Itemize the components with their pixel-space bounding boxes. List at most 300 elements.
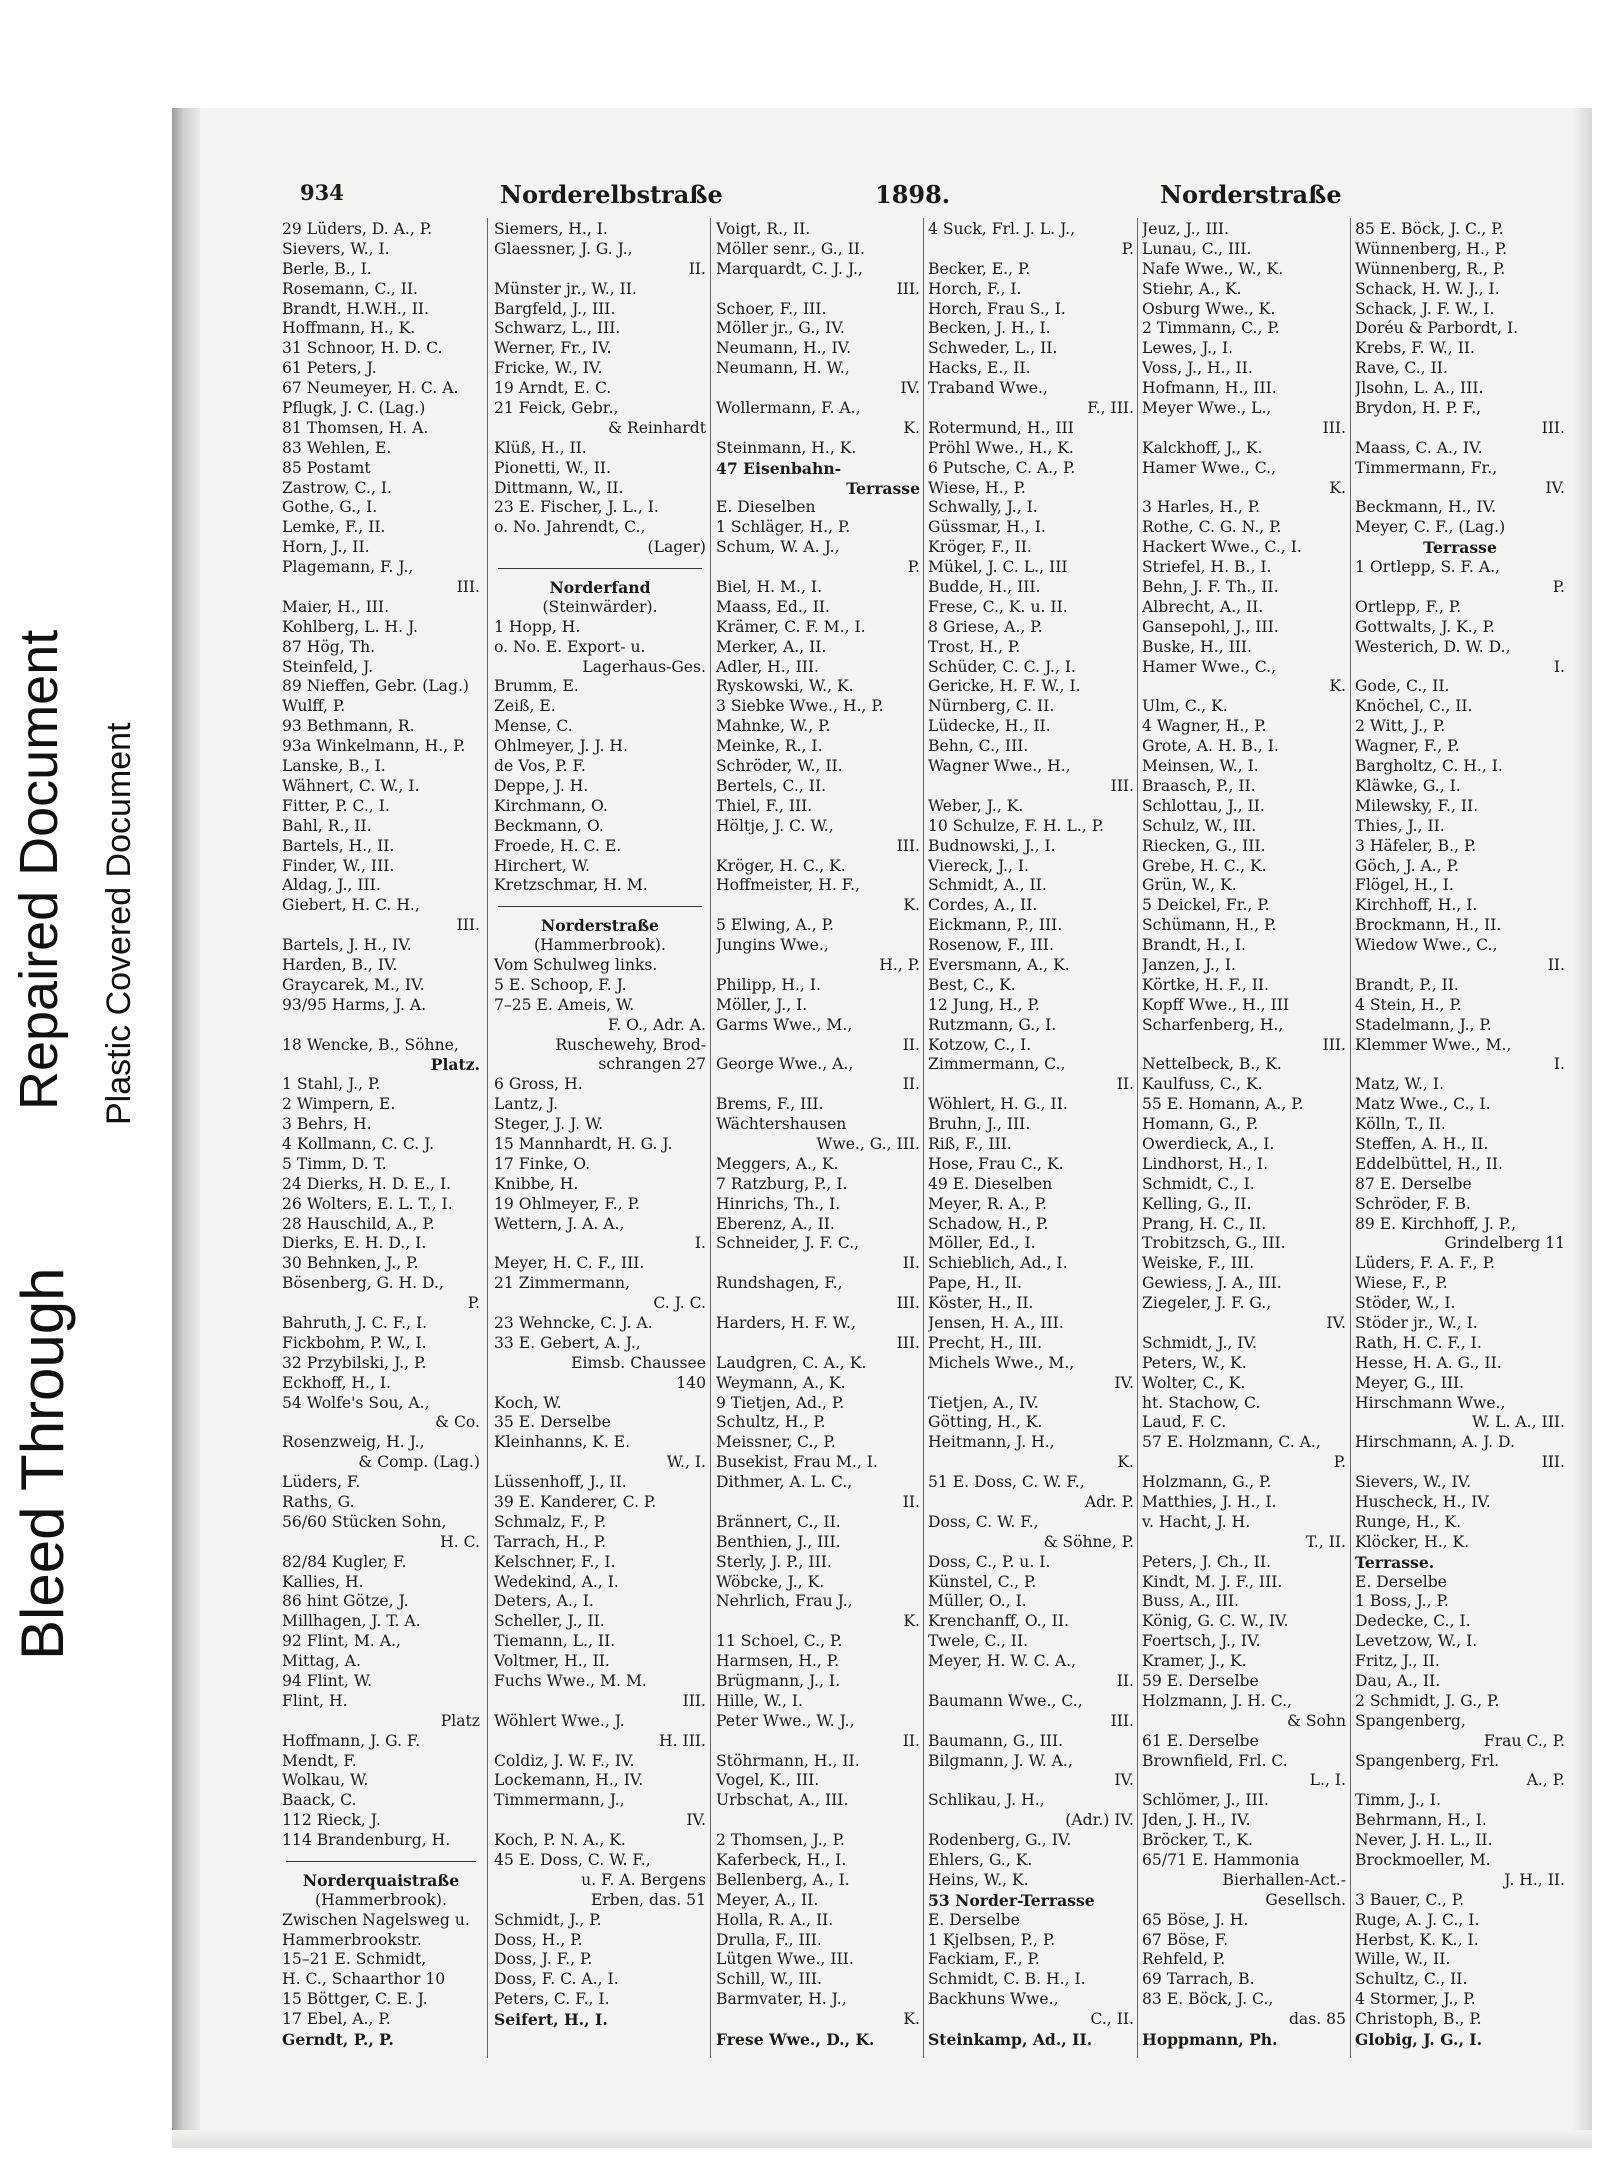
directory-entry: Holzmann, J. H. C., bbox=[1142, 1691, 1293, 1710]
directory-entry: I. bbox=[694, 1234, 706, 1253]
directory-entry: Doréu & Parbordt, I. bbox=[1355, 319, 1519, 338]
directory-entry: Bargfeld, J., III. bbox=[494, 299, 616, 318]
directory-entry: 1 Hopp, H. bbox=[494, 617, 581, 636]
directory-entry: Lanske, B., I. bbox=[282, 757, 386, 776]
directory-entry: Lüders, F. A. F., P. bbox=[1355, 1254, 1496, 1273]
directory-entry: Scheller, J., II. bbox=[494, 1612, 605, 1631]
directory-entry: Meyer Wwe., L., bbox=[1142, 399, 1272, 418]
directory-entry: 89 E. Kirchhoff, J. P., bbox=[1355, 1214, 1517, 1233]
directory-entry: Grebe, H. C., K. bbox=[1142, 856, 1267, 875]
directory-entry: Behrmann, H., I. bbox=[1355, 1811, 1487, 1830]
directory-entry: Precht, H., III. bbox=[928, 1333, 1043, 1352]
directory-entry: Peters, W., K. bbox=[1142, 1353, 1247, 1372]
directory-entry: Osburg Wwe., K. bbox=[1142, 299, 1276, 318]
directory-entry: Maass, Ed., II. bbox=[716, 597, 830, 616]
directory-entry: Wöhlert Wwe., J. bbox=[494, 1711, 625, 1730]
directory-entry: Gerndt, P., P. bbox=[282, 2030, 394, 2050]
directory-entry: Mittag, A. bbox=[282, 1652, 361, 1671]
directory-entry: Scharfenberg, H., bbox=[1142, 1015, 1284, 1034]
directory-entry: Brockmann, H., II. bbox=[1355, 916, 1502, 935]
directory-entry: Fitter, P. C., I. bbox=[282, 796, 390, 815]
column-divider bbox=[1137, 218, 1138, 2058]
directory-entry: Bösenberg, G. H. D., bbox=[282, 1274, 444, 1293]
directory-entry: Best, C., K. bbox=[928, 975, 1016, 994]
directory-entry: (Hammerbrook). bbox=[315, 1890, 447, 1909]
directory-entry: Berle, B., I. bbox=[282, 259, 372, 278]
directory-entry: 24 Dierks, H. D. E., I. bbox=[282, 1174, 452, 1193]
directory-entry: Huscheck, H., IV. bbox=[1355, 1493, 1491, 1511]
directory-entry: Höltje, J. C. W., bbox=[716, 816, 834, 835]
directory-entry: 54 Wolfe's Sou, A., bbox=[282, 1393, 430, 1412]
directory-entry bbox=[716, 1811, 920, 1831]
directory-column-3 bbox=[716, 220, 920, 2060]
directory-entry: 4 Stormer, J., P. bbox=[1355, 1990, 1476, 2009]
directory-entry: Tarrach, H., P. bbox=[494, 1532, 607, 1551]
directory-entry: Brockmoeller, M. bbox=[1355, 1851, 1491, 1870]
directory-entry: 61 E. Derselbe bbox=[1142, 1731, 1259, 1750]
directory-entry: Brandt, H., I. bbox=[1142, 936, 1247, 955]
year-title: 1898. bbox=[875, 180, 951, 209]
directory-entry: Nafe Wwe., W., K. bbox=[1142, 259, 1284, 278]
directory-entry: Mendt, F. bbox=[282, 1751, 357, 1770]
directory-entry: Hofmann, H., III. bbox=[1142, 379, 1277, 398]
directory-entry: II. bbox=[902, 1731, 920, 1750]
directory-entry: P. bbox=[467, 1294, 480, 1313]
directory-entry: Ohlmeyer, J. J. H. bbox=[494, 737, 628, 756]
directory-entry: Graycarek, M., IV. bbox=[282, 975, 425, 994]
directory-entry: IV. bbox=[1114, 1771, 1134, 1790]
directory-entry: Seifert, H., I. bbox=[494, 2010, 608, 2030]
directory-entry: Wünnenberg, H., P. bbox=[1355, 239, 1508, 258]
directory-entry: Brandt, P., II. bbox=[1355, 975, 1459, 994]
directory-entry: Glaessner, J. G. J., bbox=[494, 239, 633, 258]
directory-entry: Schröder, F. B. bbox=[1355, 1194, 1471, 1213]
directory-entry: Owerdieck, A., I. bbox=[1142, 1134, 1275, 1153]
directory-entry: Pröhl Wwe., H., K. bbox=[928, 438, 1074, 457]
bleed-through-label: Bleed Through bbox=[9, 1267, 76, 1660]
directory-entry: Gericke, H. F. W., I. bbox=[928, 677, 1081, 696]
directory-entry: Gottwalts, J. K., P. bbox=[1355, 617, 1495, 636]
directory-entry: Erben, das. 51 bbox=[590, 1890, 706, 1909]
directory-entry: Schmidt, J., IV. bbox=[1142, 1333, 1257, 1352]
directory-column-5 bbox=[1142, 220, 1346, 2060]
directory-entry: & Söhne, P. bbox=[1043, 1532, 1134, 1551]
directory-entry: Hoffmann, J. G. F. bbox=[282, 1731, 421, 1750]
directory-entry: III. bbox=[1322, 1035, 1346, 1054]
directory-entry: Kölln, T., II. bbox=[1355, 1115, 1446, 1134]
directory-entry: (Adr.) IV. bbox=[1065, 1811, 1134, 1830]
directory-entry: K. bbox=[903, 896, 920, 915]
directory-entry: Dau, A., II. bbox=[1355, 1672, 1441, 1691]
directory-entry: III. bbox=[896, 279, 920, 298]
directory-entry: III. bbox=[1322, 418, 1346, 437]
directory-entry: Budde, H., III. bbox=[928, 578, 1041, 597]
directory-entry: Marquardt, C. J. J., bbox=[716, 259, 863, 278]
directory-entry: 17 Ebel, A., P. bbox=[282, 2010, 391, 2029]
directory-entry: Fritz, J., II. bbox=[1355, 1652, 1440, 1671]
directory-entry: Becker, E., P. bbox=[928, 259, 1031, 278]
directory-entry: Behn, J. F. Th., II. bbox=[1142, 578, 1279, 597]
directory-entry: Becken, J. H., I. bbox=[928, 319, 1051, 338]
directory-entry: Hoffmeister, H. F., bbox=[716, 876, 861, 895]
directory-entry: Norderquaistraße bbox=[302, 1870, 460, 1890]
directory-entry: II. bbox=[902, 1035, 920, 1054]
directory-entry: 93 Bethmann, R. bbox=[282, 717, 415, 736]
directory-entry: 5 Deickel, Fr., P. bbox=[1142, 896, 1270, 915]
directory-entry: II. bbox=[1116, 1075, 1134, 1094]
directory-entry: Lockemann, H., IV. bbox=[494, 1771, 644, 1790]
section-rule bbox=[494, 558, 706, 578]
directory-entry: Traband Wwe., bbox=[928, 379, 1048, 398]
directory-entry: A., P. bbox=[1526, 1771, 1565, 1790]
directory-entry: Meyer, H. W. C. A., bbox=[928, 1652, 1077, 1671]
directory-entry: Nürnberg, C. II. bbox=[928, 697, 1055, 716]
directory-entry: Westerich, D. W. D., bbox=[1355, 637, 1511, 656]
directory-entry: Zwischen Nagelsweg u. bbox=[282, 1910, 470, 1929]
page-binding-edge bbox=[172, 108, 200, 2148]
directory-entry: Möller jr., G., IV. bbox=[716, 319, 845, 338]
directory-entry: III. bbox=[896, 1333, 920, 1352]
directory-entry: Rehfeld, P. bbox=[1142, 1950, 1226, 1969]
directory-entry: Wolkau, W. bbox=[282, 1771, 369, 1790]
directory-entry: Meyer, H. C. F., III. bbox=[494, 1254, 645, 1273]
directory-entry: Eckhoff, H., I. bbox=[282, 1373, 392, 1392]
directory-entry: Hamer Wwe., C., bbox=[1142, 458, 1277, 477]
directory-entry: L., I. bbox=[1309, 1771, 1346, 1790]
directory-entry: Meinsen, W., I. bbox=[1142, 757, 1259, 776]
directory-entry: Holla, R. A., II. bbox=[716, 1910, 834, 1929]
directory-entry: Stadelmann, J., P. bbox=[1355, 1015, 1492, 1034]
directory-entry: Fickbohm, P. W., I. bbox=[282, 1333, 427, 1352]
directory-entry: 3 Siebke Wwe., H., P. bbox=[716, 697, 884, 716]
directory-entry: Viereck, J., I. bbox=[928, 856, 1030, 875]
directory-entry: Weiske, F., III. bbox=[1142, 1254, 1255, 1273]
directory-entry: Kläwke, G., I. bbox=[1355, 776, 1461, 795]
directory-entry: Riß, F., III. bbox=[928, 1134, 1012, 1153]
directory-entry: Schümann, H., P. bbox=[1142, 916, 1277, 935]
directory-entry: 3 Häfeler, B., P. bbox=[1355, 836, 1477, 855]
directory-entry: Finder, W., III. bbox=[282, 856, 395, 875]
directory-entry: Kelling, G., II. bbox=[1142, 1194, 1252, 1213]
directory-entry: Bartels, H., II. bbox=[282, 836, 395, 855]
directory-entry: Schwally, J., I. bbox=[928, 498, 1038, 517]
directory-entry: Gesellsch. bbox=[1265, 1890, 1346, 1909]
directory-entry: Kretzschmar, H. M. bbox=[494, 876, 648, 895]
directory-entry: Urbschat, A., III. bbox=[716, 1791, 849, 1810]
directory-entry: 26 Wolters, E. L. T., I. bbox=[282, 1194, 453, 1213]
column-divider bbox=[710, 218, 711, 2058]
directory-entry: 67 Böse, F. bbox=[1142, 1930, 1229, 1949]
directory-entry: o. No. Jahrendt, C., bbox=[494, 518, 646, 537]
directory-entry: Schoer, F., III. bbox=[716, 299, 827, 318]
directory-entry: 32 Przybilski, J., P. bbox=[282, 1353, 427, 1372]
directory-entry: 61 Peters, J. bbox=[282, 359, 377, 378]
directory-entry: Laud, F. C. bbox=[1142, 1413, 1227, 1432]
directory-entry: (Steinwärder). bbox=[542, 597, 658, 616]
directory-entry: Horn, J., II. bbox=[282, 538, 370, 557]
directory-entry: Nettelbeck, B., K. bbox=[1142, 1055, 1282, 1074]
directory-entry: Schmidt, J., P. bbox=[494, 1910, 602, 1929]
directory-entry: 85 Postamt bbox=[282, 458, 371, 477]
directory-entry: Jensen, H. A., III. bbox=[928, 1313, 1064, 1332]
directory-entry: 9 Tietjen, Ad., P. bbox=[716, 1393, 845, 1412]
directory-entry: E. Derselbe bbox=[928, 1910, 1020, 1929]
directory-entry: III. bbox=[1110, 776, 1134, 795]
directory-entry: Koch, P. N. A., K. bbox=[494, 1831, 626, 1850]
directory-entry: Rundshagen, F., bbox=[716, 1274, 843, 1293]
directory-entry: Steger, J. J. W. bbox=[494, 1115, 604, 1134]
directory-entry: Hirchert, W. bbox=[494, 856, 590, 875]
directory-entry: Vogel, K., III. bbox=[716, 1771, 820, 1790]
directory-entry: Garms Wwe., M., bbox=[716, 1015, 853, 1034]
directory-entry: Mense, C. bbox=[494, 717, 573, 736]
directory-entry: Kalckhoff, J., K. bbox=[1142, 438, 1263, 457]
directory-entry: Zeiß, E. bbox=[494, 697, 556, 716]
directory-entry: II. bbox=[902, 1493, 920, 1511]
directory-entry: Aldag, J., III. bbox=[282, 876, 381, 895]
directory-entry: Schack, J. F. W., I. bbox=[1355, 299, 1495, 318]
directory-entry: Gothe, G., I. bbox=[282, 498, 378, 517]
directory-entry: P. bbox=[1121, 239, 1134, 258]
directory-column-4 bbox=[928, 220, 1134, 2060]
directory-entry: Pflugk, J. C. (Lag.) bbox=[282, 399, 426, 418]
directory-entry: 45 E. Doss, C. W. F., bbox=[494, 1851, 651, 1870]
directory-entry: Krämer, C. F. M., I. bbox=[716, 617, 866, 636]
directory-entry: Hoffmann, H., K. bbox=[282, 319, 416, 338]
directory-entry: Lantz, J. bbox=[494, 1095, 559, 1114]
directory-entry: Fackiam, F., P. bbox=[928, 1950, 1040, 1969]
directory-entry: Benthien, J., III. bbox=[716, 1532, 841, 1551]
directory-entry: Frese Wwe., D., K. bbox=[716, 2030, 875, 2050]
directory-entry: Prang, H. C., II. bbox=[1142, 1214, 1267, 1233]
directory-entry: Maier, H., III. bbox=[282, 597, 390, 616]
directory-entry: I. bbox=[1553, 657, 1565, 676]
directory-entry: Terrasse. bbox=[1355, 1552, 1435, 1572]
directory-entry: Kallies, H. bbox=[282, 1572, 364, 1591]
column-divider bbox=[487, 218, 488, 2058]
directory-entry: 3 Harles, H., P. bbox=[1142, 498, 1261, 517]
directory-entry: Klüß, H., II. bbox=[494, 438, 587, 457]
directory-entry: Terrasse bbox=[1423, 538, 1497, 558]
directory-entry: Kaulfuss, C., K. bbox=[1142, 1075, 1263, 1094]
directory-entry: Schüder, C. C. J., I. bbox=[928, 657, 1076, 676]
directory-entry: 53 Norder-Terrasse bbox=[928, 1890, 1095, 1910]
directory-entry: Bröcker, T., K. bbox=[1142, 1831, 1253, 1850]
directory-entry: 2 Witt, J., P. bbox=[1355, 717, 1446, 736]
directory-entry: Bargholtz, C. H., I. bbox=[1355, 757, 1503, 776]
directory-entry: schrangen 27 bbox=[598, 1055, 706, 1074]
directory-entry: Siemers, H., I. bbox=[494, 220, 608, 238]
directory-entry: K. bbox=[903, 418, 920, 437]
directory-entry: Lindhorst, H., I. bbox=[1142, 1154, 1269, 1173]
directory-entry: 35 E. Derselbe bbox=[494, 1413, 611, 1432]
directory-entry: Sievers, W., IV. bbox=[1355, 1473, 1472, 1492]
directory-entry: 93a Winkelmann, H., P. bbox=[282, 737, 466, 756]
directory-entry: Kirchhoff, H., I. bbox=[1355, 896, 1478, 915]
directory-entry: Plagemann, F. J., bbox=[282, 558, 414, 577]
side-labels bbox=[0, 0, 175, 2177]
directory-entry: 21 Feick, Gebr., bbox=[494, 399, 619, 418]
directory-entry: 83 Wehlen, E. bbox=[282, 438, 392, 457]
directory-entry: Stiehr, A., K. bbox=[1142, 279, 1242, 298]
directory-entry: Wiese, F., P. bbox=[1355, 1274, 1448, 1293]
directory-entry: Wolter, C., K. bbox=[1142, 1373, 1246, 1392]
directory-entry: 23 Wehncke, C. J. A. bbox=[494, 1313, 653, 1332]
directory-entry: Millhagen, J. T. A. bbox=[282, 1612, 421, 1631]
directory-entry: Schmidt, C., I. bbox=[1142, 1174, 1255, 1193]
directory-entry: Brügmann, J., I. bbox=[716, 1672, 841, 1691]
directory-entry: Michels Wwe., M., bbox=[928, 1353, 1075, 1372]
directory-entry: 4 Kollmann, C. C. J. bbox=[282, 1134, 435, 1153]
directory-entry: J. H., II. bbox=[1504, 1870, 1565, 1889]
page-header bbox=[300, 180, 1570, 216]
directory-entry: 29 Lüders, D. A., P. bbox=[282, 220, 433, 238]
directory-entry: Kröger, F., II. bbox=[928, 538, 1032, 557]
directory-entry: Ehlers, G., K. bbox=[928, 1851, 1033, 1870]
directory-entry: Giebert, H. C. H., bbox=[282, 896, 420, 915]
directory-entry: 1 Stahl, J., P. bbox=[282, 1075, 381, 1094]
directory-entry: Trobitzsch, G., III. bbox=[1142, 1234, 1286, 1253]
directory-entry: K. bbox=[1117, 1453, 1134, 1472]
directory-entry: Voss, J., H., II. bbox=[1142, 359, 1253, 378]
directory-entry: Wwe., G., III. bbox=[816, 1134, 920, 1153]
directory-entry: Schieblich, Ad., I. bbox=[928, 1254, 1068, 1273]
directory-entry: IV. bbox=[1545, 478, 1565, 497]
directory-entry: 5 Elwing, A., P. bbox=[716, 916, 834, 935]
directory-entry: Ortlepp, F., P. bbox=[1355, 597, 1462, 616]
directory-entry: Ziegeler, J. F. G., bbox=[1142, 1294, 1272, 1313]
directory-entry: III. bbox=[896, 836, 920, 855]
directory-entry: Holzmann, G., P. bbox=[1142, 1473, 1272, 1492]
directory-entry: Bahl, R., II. bbox=[282, 816, 372, 835]
directory-entry: Brumm, E. bbox=[494, 677, 579, 696]
directory-entry: Foertsch, J., IV. bbox=[1142, 1632, 1261, 1651]
directory-entry: K. bbox=[1329, 478, 1346, 497]
directory-entry: Schlömer, J., III. bbox=[1142, 1791, 1269, 1810]
directory-column-6 bbox=[1355, 220, 1565, 2060]
directory-entry: o. No. E. Export- u. bbox=[494, 637, 646, 656]
directory-entry: Beckmann, O. bbox=[494, 816, 604, 835]
directory-entry: Rutzmann, G., I. bbox=[928, 1015, 1057, 1034]
directory-entry: Lüdecke, H., II. bbox=[928, 717, 1051, 736]
directory-entry: Rave, C., II. bbox=[1355, 359, 1448, 378]
directory-entry: 15–21 E. Schmidt, bbox=[282, 1950, 427, 1969]
directory-entry: das. 85 bbox=[1288, 2010, 1346, 2029]
directory-entry: Raths, G. bbox=[282, 1493, 355, 1511]
directory-entry: 7 Ratzburg, P., I. bbox=[716, 1174, 848, 1193]
directory-entry: Doss, F. C. A., I. bbox=[494, 1970, 619, 1989]
directory-entry: 31 Schnoor, H. D. C. bbox=[282, 339, 443, 358]
directory-entry: 67 Neumeyer, H. C. A. bbox=[282, 379, 459, 398]
directory-entry: Schulz, W., III. bbox=[1142, 816, 1257, 835]
directory-entry: Knöchel, C., II. bbox=[1355, 697, 1473, 716]
directory-entry: Hirschmann Wwe., bbox=[1355, 1393, 1506, 1412]
directory-entry: Thies, J., II. bbox=[1355, 816, 1445, 835]
directory-entry: Schum, W. A. J., bbox=[716, 538, 840, 557]
directory-entry: Wähnert, C. W., I. bbox=[282, 776, 420, 795]
directory-entry: Budnowski, J., I. bbox=[928, 836, 1056, 855]
directory-entry: Schneider, J. F. C., bbox=[716, 1234, 860, 1253]
directory-entry: E. Derselbe bbox=[1355, 1572, 1447, 1591]
directory-entry: 94 Flint, W. bbox=[282, 1672, 373, 1691]
directory-entry: Platz bbox=[440, 1711, 480, 1730]
directory-entry: 86 hint Götze, J. bbox=[282, 1592, 409, 1611]
directory-entry: Möller, J., I. bbox=[716, 995, 808, 1014]
directory-entry: Matz, W., I. bbox=[1355, 1075, 1444, 1094]
directory-entry: 47 Eisenbahn- bbox=[716, 458, 842, 478]
repaired-document-label: Repaired Document bbox=[9, 629, 69, 1110]
directory-entry: 5 E. Schoop, F. J. bbox=[494, 975, 627, 994]
directory-entry: Twele, C., II. bbox=[928, 1632, 1029, 1651]
directory-entry: Göch, J. A., P. bbox=[1355, 856, 1459, 875]
directory-entry: 21 Zimmermann, bbox=[494, 1274, 631, 1293]
directory-entry: Weymann, A., K. bbox=[716, 1373, 846, 1392]
directory-entry: Steinmann, H., K. bbox=[716, 438, 857, 457]
directory-entry: Milewsky, F., II. bbox=[1355, 796, 1479, 815]
directory-entry: 65 Böse, J. H. bbox=[1142, 1910, 1249, 1929]
directory-entry: Riecken, G., III. bbox=[1142, 836, 1266, 855]
directory-entry: Wünnenberg, R., P. bbox=[1355, 259, 1506, 278]
directory-entry: Meggers, A., K. bbox=[716, 1154, 839, 1173]
directory-entry: Barmvater, H. J., bbox=[716, 1990, 847, 2009]
directory-entry: Brandt, H.W.H., II. bbox=[282, 299, 429, 318]
directory-entry: III. bbox=[896, 1294, 920, 1313]
directory-entry: Zastrow, C., I. bbox=[282, 478, 393, 497]
directory-entry: 4 Stein, H., P. bbox=[1355, 995, 1462, 1014]
directory-entry: 30 Behnken, J., P. bbox=[282, 1254, 419, 1273]
directory-entry: F. O., Adr. A. bbox=[607, 1015, 706, 1034]
directory-entry: 82/84 Kugler, F. bbox=[282, 1552, 407, 1571]
directory-entry: 10 Schulze, F. H. L., P. bbox=[928, 816, 1104, 835]
directory-entry: 49 E. Dieselben bbox=[928, 1174, 1053, 1193]
directory-entry: Norderstraße bbox=[541, 916, 659, 936]
directory-entry: 87 E. Derselbe bbox=[1355, 1174, 1472, 1193]
directory-entry: 2 Schmidt, J. G., P. bbox=[1355, 1691, 1500, 1710]
directory-column-1 bbox=[282, 220, 480, 2060]
directory-entry: Werner, Fr., IV. bbox=[494, 339, 612, 358]
directory-entry: H., P. bbox=[879, 955, 920, 974]
directory-entry: 18 Wencke, B., Söhne, bbox=[282, 1035, 459, 1054]
directory-entry: 12 Jung, H., P. bbox=[928, 995, 1040, 1014]
directory-entry: Jden, J. H., IV. bbox=[1142, 1811, 1251, 1830]
directory-entry: Gewiess, J. A., III. bbox=[1142, 1274, 1282, 1293]
directory-entry: Christoph, B., P. bbox=[1355, 2010, 1482, 2029]
directory-entry: Lagerhaus-Ges. bbox=[582, 657, 706, 676]
directory-entry: Baack, C. bbox=[282, 1791, 357, 1810]
directory-entry: Wöbcke, J., K. bbox=[716, 1572, 825, 1591]
directory-entry: Künstel, C., P. bbox=[928, 1572, 1037, 1591]
directory-entry: Harmsen, H., P. bbox=[716, 1652, 840, 1671]
directory-entry: P. bbox=[1552, 578, 1565, 597]
directory-entry: u. F. A. Bergens bbox=[581, 1870, 706, 1889]
directory-entry: Hose, Frau C., K. bbox=[928, 1154, 1064, 1173]
directory-entry: 55 E. Homann, A., P. bbox=[1142, 1095, 1304, 1114]
directory-entry: 15 Mannhardt, H. G. J. bbox=[494, 1134, 673, 1153]
directory-entry: Harden, B., IV. bbox=[282, 955, 398, 974]
directory-entry: 33 E. Gebert, A. J., bbox=[494, 1333, 641, 1352]
directory-entry: Meyer, C. F., (Lag.) bbox=[1355, 518, 1506, 537]
directory-entry: Bruhn, J., III. bbox=[928, 1115, 1031, 1134]
directory-entry: Meyer, G., III. bbox=[1355, 1373, 1465, 1392]
directory-entry: 17 Finke, O. bbox=[494, 1154, 591, 1173]
directory-entry: Eickmann, P., III. bbox=[928, 916, 1063, 935]
directory-entry: Voltmer, H., II. bbox=[494, 1652, 610, 1671]
directory-entry: Buss, A., III. bbox=[1142, 1592, 1239, 1611]
directory-entry: Albrecht, A., II. bbox=[1142, 597, 1264, 616]
directory-entry: H. C. bbox=[440, 1532, 480, 1551]
directory-entry: 2 Thomsen, J., P. bbox=[716, 1831, 845, 1850]
directory-entry: Schack, H. W. J., I. bbox=[1355, 279, 1500, 298]
